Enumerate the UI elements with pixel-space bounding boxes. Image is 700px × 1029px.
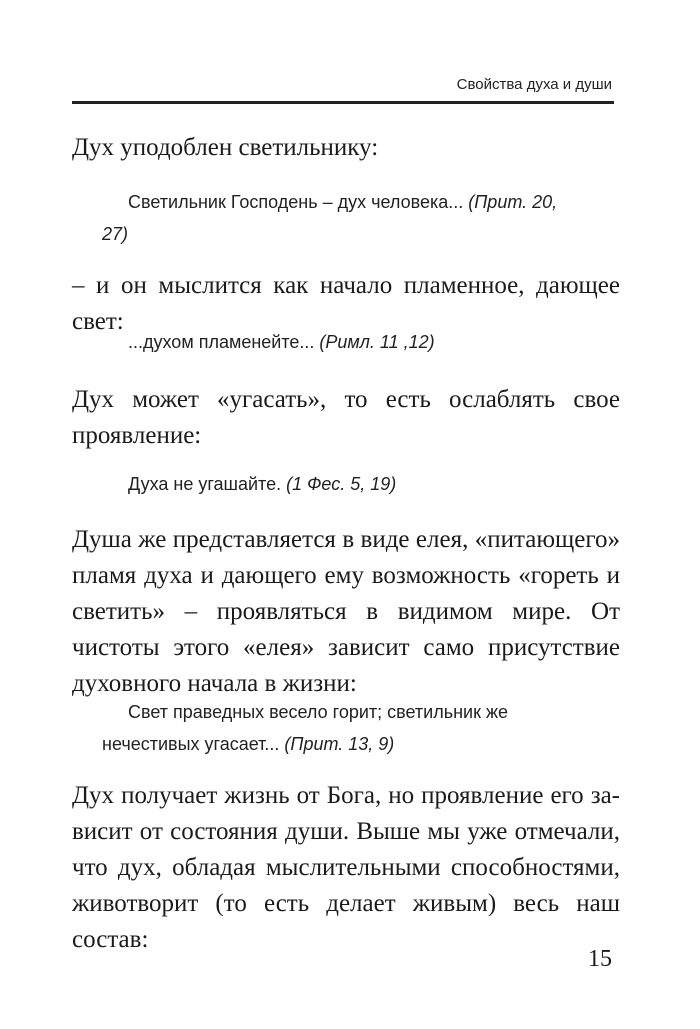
quote-1-ref: (Прит. 20, 27) [102, 192, 558, 244]
quote-1 [102, 186, 572, 250]
page-number: 15 [588, 946, 612, 972]
quote-1-text: Светильник Господень – дух человека... [128, 192, 469, 212]
header-divider [72, 101, 614, 104]
quote-3 [128, 468, 628, 500]
paragraph-4: Душа же представляется в виде елея, «питающего» пламя духа и дающего ему возможность «гореть и светить» – проявляться в видимом мире. От чистоты этого «елея» зависит само присутствие духовного начала в жизни: [72, 526, 620, 697]
running-header-title: Свойства духа и души [456, 76, 612, 93]
quote-4-ref: (Прит. 13, 9) [284, 734, 395, 754]
quote-2-text: ...духом пламенейте... [128, 332, 320, 352]
paragraph-3: Дух может «угасать», то есть ослаблять свое проявление: [72, 386, 620, 449]
quote-4 [102, 696, 572, 760]
quote-2-ref: (Римл. 11 ,12) [319, 332, 435, 352]
quote-3-text: Духа не угашайте. [128, 474, 287, 494]
quote-2 [128, 326, 628, 358]
paragraph-5: Дух получает жизнь от Бога, но проявление его зависит от состояния души. Выше мы уже отмечали, что дух, обладая мыслительными способностями, животворит (то есть делает живым) весь наш состав: [72, 782, 620, 953]
quote-3-ref: (1 Фес. 5, 19) [286, 474, 397, 494]
quote-4-text: Свет праведных весело горит; светильник же нечестивых угасает... [102, 702, 509, 754]
paragraph-1: Дух уподоблен светильнику: [72, 134, 379, 161]
paragraph-2: – и он мыслится как начало пламенное, дающее свет: [72, 272, 620, 335]
